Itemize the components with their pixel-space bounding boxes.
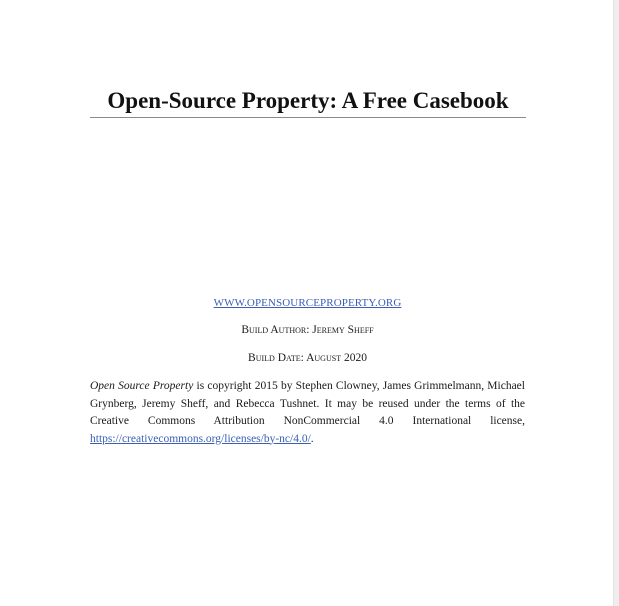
viewer-right-gutter <box>613 0 619 606</box>
copyright-text: is copyright 2015 by Stephen Clowney, James Grimmelmann, Michael Grynberg, Jeremy Sheff, and Rebecca Tushnet. It may be reused under the terms of the Creative Commons Attribution NonCommercial 4.0 International license, <box>90 380 525 427</box>
build-author: Build Author: Jeremy Sheff <box>241 324 374 336</box>
title-underline-rule <box>90 117 526 118</box>
license-link[interactable]: https://creativecommons.org/licenses/by-nc/4.0/ <box>90 432 311 445</box>
copyright-notice <box>90 378 525 448</box>
website-link[interactable]: WWW.OPENSOURCEPROPERTY.ORG <box>213 297 402 309</box>
copyright-end: . <box>310 432 314 445</box>
build-date: Build Date: August 2020 <box>248 352 367 364</box>
document-title: Open-Source Property: A Free Casebook <box>107 88 509 113</box>
work-title: Open Source Property <box>90 380 194 392</box>
